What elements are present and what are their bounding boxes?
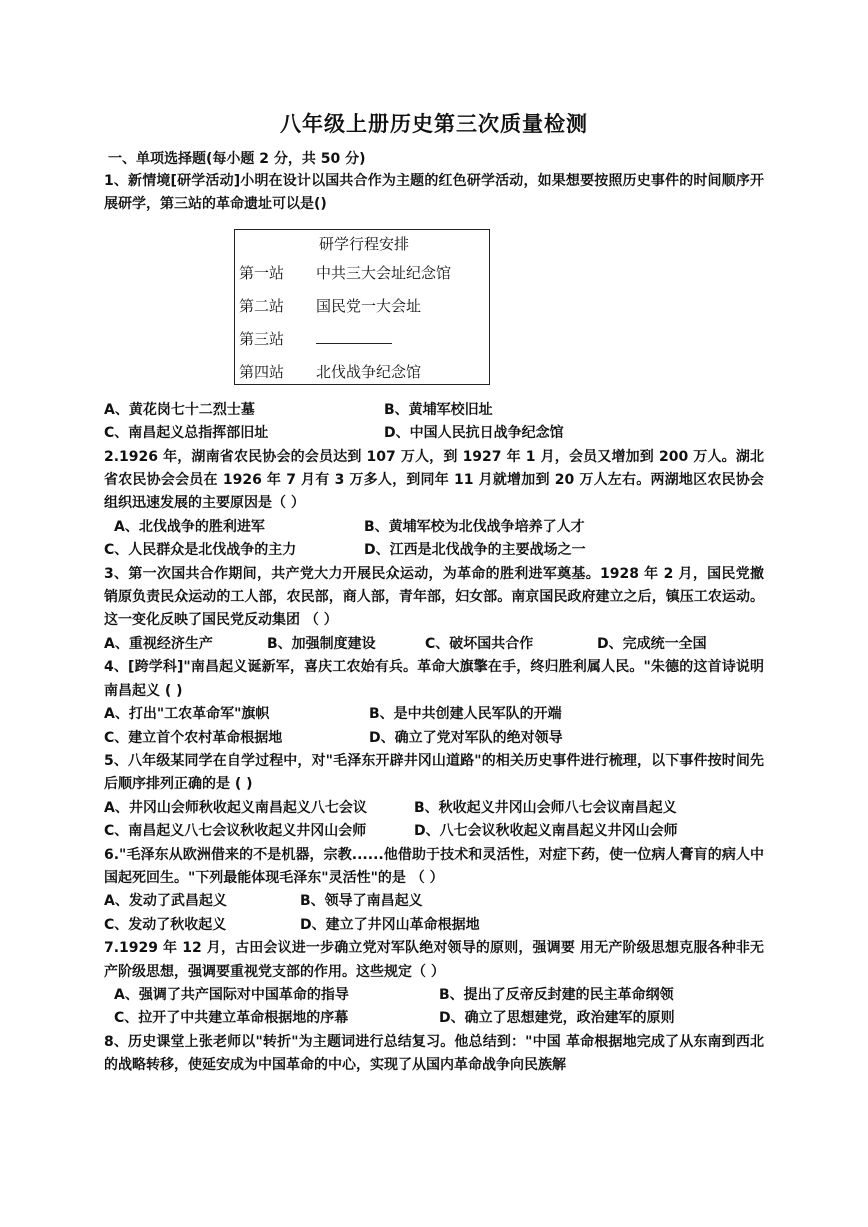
question-2-options-row [104, 539, 764, 562]
option-b: B、提出了反帝反封建的民主革命纲领 [439, 986, 674, 1003]
plan-place: 国民党一大会址 [316, 296, 422, 315]
plan-station: 第四站 [239, 362, 285, 381]
option-c: C、发动了秋收起义 [104, 916, 227, 933]
option-a: A、重视经济生产 [104, 635, 213, 652]
option-d: D、建立了井冈山革命根据地 [300, 916, 480, 933]
plan-station: 第三站 [239, 329, 285, 348]
option-b: B、加强制度建设 [267, 635, 376, 652]
option-d: D、八七会议秋收起义南昌起义井冈山会师 [414, 823, 678, 840]
plan-station: 第一站 [239, 263, 285, 282]
section-heading: 一、单项选择题(每小题 2 分，共 50 分) [108, 151, 366, 167]
option-a: A、强调了共产国际对中国革命的指导 [114, 986, 349, 1003]
option-b: B、黄埔军校旧址 [384, 401, 493, 418]
question-3-options-row [104, 633, 764, 656]
question-5: 5、八年级某同学在自学过程中，对"毛泽东开辟井冈山道路"的相关历史事件进行梳理，以下事件按时间先后顺序排列正确的是 ( ) [104, 752, 764, 793]
option-c: C、南昌起义总指挥部旧址 [104, 425, 269, 442]
option-d: D、确立了思想建党，政治建军的原则 [439, 1010, 675, 1027]
plan-station: 第二站 [239, 296, 285, 315]
option-b: B、黄埔军校为北伐战争培养了人才 [364, 518, 585, 535]
question-5-options-row [104, 820, 764, 843]
question-1: 1、新情境[研学活动]小明在设计以国共合作为主题的红色研学活动，如果想要按照历史事件的时间顺序开展研学，第三站的革命遗址可以是() [104, 173, 764, 213]
plan-blank-line [316, 323, 392, 344]
option-b: B、领导了南昌起义 [300, 893, 423, 910]
question-1-options-row [104, 399, 764, 422]
option-a: A、打出"工农革命军"旗帜 [104, 706, 270, 723]
option-c: C、破坏国共合作 [425, 635, 534, 652]
questions-area [104, 170, 764, 1078]
question-3: 3、第一次国共合作期间，共产党大力开展民众运动，为革命的胜利进军奠基。1928 年 2 月，国民党撤销原负责民众运动的工人部，农民部，商人部，青年部，妇女部。南京国民政府建立之后，镇压工农运动。这一变化反映了国民党反动集团 （ ） [104, 565, 764, 629]
option-a: A、北伐战争的胜利进军 [114, 518, 265, 535]
option-c: C、人民群众是北伐战争的主力 [104, 542, 297, 559]
question-6-options-row [104, 890, 764, 913]
question-5-options-row [104, 797, 764, 820]
question-2: 2.1926 年，湖南省农民协会的会员达到 107 万人，到 1927 年 1 月，会员又增加到 200 万人。湖北省农民协会会员在 1926 年 7 月有 3 万多人，到同年 11 月就增加到 20 万人左右。两湖地区农民协会组织迅速发展的主要原因是（ ） [104, 448, 764, 512]
plan-place: 中共三大会址纪念馆 [316, 263, 452, 282]
question-7-options-row [104, 1007, 764, 1030]
plan-row [239, 257, 489, 290]
plan-row [239, 323, 489, 356]
study-plan-box [234, 229, 490, 385]
question-6-options-row [104, 914, 764, 937]
question-4-options-row [104, 727, 764, 750]
option-d: D、确立了党对军队的绝对领导 [369, 729, 563, 746]
option-c: C、建立首个农村革命根据地 [104, 729, 283, 746]
question-1-options-row [104, 422, 764, 445]
option-d: D、中国人民抗日战争纪念馆 [384, 425, 564, 442]
option-d: D、完成统一全国 [597, 635, 707, 652]
question-4-options-row [104, 703, 764, 726]
option-c: C、拉开了中共建立革命根据地的序幕 [114, 1010, 349, 1027]
option-a: A、黄花岗七十二烈士墓 [104, 401, 255, 418]
question-8: 8、历史课堂上张老师以"转折"为主题词进行总结复习。他总结到："中国 革命根据地完成了从东南到西北的战略转移，使延安成为中国革命的中心，实现了从国内革命战争向民族解 [104, 1033, 764, 1074]
plan-place: 北伐战争纪念馆 [316, 362, 422, 381]
question-4: 4、[跨学科]"南昌起义诞新军，喜庆工农始有兵。革命大旗擎在手，终归胜利属人民。"朱德的这首诗说明南昌起义 ( ) [104, 659, 764, 699]
plan-row [239, 290, 489, 323]
option-a: A、井冈山会师秋收起义南昌起义八七会议 [104, 799, 367, 816]
option-c: C、南昌起义八七会议秋收起义井冈山会师 [104, 823, 367, 840]
option-d: D、江西是北伐战争的主要战场之一 [364, 542, 586, 559]
question-6: 6."毛泽东从欧洲借来的不是机器，宗教......他借助于技术和灵活性，对症下药，使一位病人膏肓的病人中国起死回生。"下列最能体现毛泽东"灵活性"的是 （ ） [104, 846, 764, 886]
question-2-options-row [104, 516, 764, 539]
question-7-options-row [104, 984, 764, 1007]
option-a: A、发动了武昌起义 [104, 893, 227, 910]
study-plan-title: 研学行程安排 [318, 234, 409, 253]
question-7: 7.1929 年 12 月，古田会议进一步确立党对军队绝对领导的原则，强调要 用无产阶级思想克服各种非无产阶级思想，强调要重视党支部的作用。这些规定（ ） [104, 940, 764, 980]
option-b: B、是中共创建人民军队的开端 [369, 706, 562, 723]
plan-row [239, 356, 489, 389]
option-b: B、秋收起义井冈山会师八七会议南昌起义 [414, 799, 677, 816]
exam-title: 八年级上册历史第三次质量检测 [280, 112, 588, 136]
